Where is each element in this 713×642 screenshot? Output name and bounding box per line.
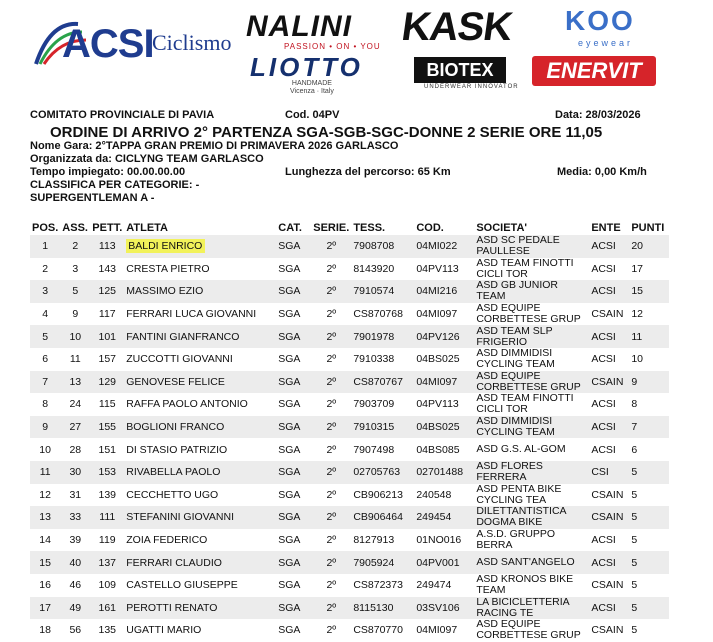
col-societa: SOCIETA' bbox=[476, 222, 528, 234]
cell-cod: 04PV113 bbox=[416, 262, 459, 275]
cell-cat: SGA bbox=[278, 308, 301, 321]
cell-serie: 2º bbox=[311, 506, 351, 529]
cell-pett: 151 bbox=[98, 443, 117, 456]
table-row bbox=[30, 348, 669, 371]
cell-pett: 153 bbox=[90, 461, 124, 484]
cell-pett: 125 bbox=[90, 280, 124, 303]
cell-tess: 8143920 bbox=[353, 262, 395, 275]
cell-serie: 2º bbox=[311, 280, 351, 303]
table-row bbox=[30, 438, 669, 461]
cell-serie: 2º bbox=[311, 371, 351, 394]
cell-punti: 8 bbox=[631, 398, 638, 411]
table-header bbox=[30, 221, 669, 235]
cell-ente: ACSI bbox=[589, 416, 629, 439]
cell-pos: 8 bbox=[42, 398, 49, 411]
cell-ente: CSAIN bbox=[589, 371, 629, 394]
cell-pos: 14 bbox=[39, 534, 51, 547]
cell-punti: 15 bbox=[629, 280, 669, 303]
cell-cod: 04PV113 bbox=[416, 398, 459, 411]
cell-pett: 101 bbox=[90, 325, 124, 348]
cell-pos: 12 bbox=[39, 488, 51, 501]
cell-pos: 11 bbox=[30, 461, 60, 484]
cell-cat: SGA bbox=[276, 235, 311, 258]
date-label: Data: 28/03/2026 bbox=[555, 109, 641, 121]
cell-serie: 2º bbox=[311, 461, 351, 484]
avg-speed-label: Media: 0,00 Km/h bbox=[557, 166, 647, 178]
cell-pos: 18 bbox=[39, 624, 51, 637]
cell-societa: ASD EQUIPE CORBETTESE GRUP bbox=[474, 371, 589, 394]
cell-tess: 7910315 bbox=[351, 416, 414, 439]
page-title: ORDINE DI ARRIVO 2° PARTENZA SGA-SGB-SGC-DONNE 2 SERIE ORE 11,05 bbox=[50, 124, 603, 141]
cell-ass: 33 bbox=[60, 506, 90, 529]
cell-cat: SGA bbox=[276, 325, 311, 348]
cell-societa: DILETTANTISTICA DOGMA BIKE bbox=[474, 506, 589, 529]
cell-ente: ACSI bbox=[589, 280, 629, 303]
cell-serie: 2º bbox=[311, 235, 351, 258]
col-atleta: ATLETA bbox=[126, 222, 168, 234]
cell-cat: SGA bbox=[276, 416, 311, 439]
col-punti: PUNTI bbox=[631, 222, 665, 234]
cell-serie: 2º bbox=[326, 488, 337, 501]
cell-ass: 40 bbox=[60, 551, 90, 574]
cell-pett: 137 bbox=[90, 551, 124, 574]
cell-atleta: PEROTTI RENATO bbox=[124, 597, 276, 620]
cell-cod: 01NO016 bbox=[416, 534, 462, 547]
cell-ente: ACSI bbox=[591, 353, 616, 366]
enervit-logo: ENERVIT bbox=[532, 56, 656, 86]
cell-atleta: DI STASIO PATRIZIO bbox=[126, 443, 228, 456]
cell-tess: 7907498 bbox=[353, 443, 395, 456]
biotex-logo: BIOTEX bbox=[414, 57, 506, 83]
cell-tess: CS870770 bbox=[353, 624, 403, 637]
cell-ass: 28 bbox=[69, 443, 82, 456]
cell-atleta: MASSIMO EZIO bbox=[124, 280, 276, 303]
cell-pett: 135 bbox=[98, 624, 117, 637]
cell-punti: 5 bbox=[631, 534, 638, 547]
cell-serie: 2º bbox=[326, 579, 337, 592]
cell-tess: 02705763 bbox=[351, 461, 414, 484]
cell-atleta: BOGLIONI FRANCO bbox=[124, 416, 276, 439]
cell-tess: 7903709 bbox=[353, 398, 395, 411]
cell-pos: 1 bbox=[30, 235, 60, 258]
cell-atleta: FERRARI LUCA GIOVANNI bbox=[126, 308, 257, 321]
cell-ente: ACSI bbox=[589, 551, 629, 574]
table-row bbox=[30, 416, 669, 439]
cell-cod: 04BS025 bbox=[416, 353, 460, 366]
cell-societa: ASD PENTA BIKE CYCLING TEA bbox=[476, 482, 562, 506]
cell-ass: 13 bbox=[60, 371, 90, 394]
cell-societa: ASD TEAM FINOTTI CICLI TOR bbox=[476, 256, 574, 280]
cell-ass: 11 bbox=[69, 353, 81, 366]
cell-atleta: FERRARI CLAUDIO bbox=[124, 551, 276, 574]
cell-pos: 3 bbox=[30, 280, 60, 303]
cell-serie: 2º bbox=[326, 443, 337, 456]
cell-societa: ASD FLORES FERRERA bbox=[474, 461, 589, 484]
cell-cat: SGA bbox=[278, 534, 301, 547]
cell-cod: 04BS085 bbox=[416, 443, 460, 456]
table-row bbox=[30, 529, 669, 552]
cell-societa: ASD TEAM FINOTTI CICLI TOR bbox=[476, 392, 574, 416]
sponsor-banner bbox=[0, 0, 713, 100]
cell-societa: ASD G.S. AL-GOM bbox=[476, 443, 566, 456]
nalini-logo: NALINI bbox=[246, 10, 352, 43]
cell-ente: CSI bbox=[589, 461, 629, 484]
code-label: Cod. 04PV bbox=[285, 109, 340, 121]
cell-ass: 5 bbox=[60, 280, 90, 303]
cell-pos: 9 bbox=[30, 416, 60, 439]
cell-pos: 2 bbox=[42, 262, 49, 275]
cell-cod: 04MI022 bbox=[414, 235, 474, 258]
cell-tess: 7910338 bbox=[353, 353, 395, 366]
cell-serie: 2º bbox=[311, 416, 351, 439]
cell-pett: 155 bbox=[90, 416, 124, 439]
cell-pett: 115 bbox=[98, 398, 116, 411]
cell-societa: ASD TEAM SLP FRIGERIO bbox=[474, 325, 589, 348]
cell-ass: 30 bbox=[60, 461, 90, 484]
cell-ass: 49 bbox=[60, 597, 90, 620]
cell-societa: ASD SANT'ANGELO bbox=[474, 551, 589, 574]
table-row bbox=[30, 484, 669, 507]
cell-pos: 17 bbox=[30, 597, 60, 620]
cell-societa: LA BICICLETTERIA RACING TE bbox=[474, 597, 589, 620]
cell-cat: SGA bbox=[278, 579, 301, 592]
cell-pos: 4 bbox=[42, 308, 49, 321]
table-row bbox=[30, 371, 669, 394]
cell-cat: SGA bbox=[278, 353, 301, 366]
cell-ente: ACSI bbox=[589, 325, 629, 348]
cell-cod: 04MI216 bbox=[414, 280, 474, 303]
cell-tess: CB906464 bbox=[351, 506, 414, 529]
cell-atleta: ZOIA FEDERICO bbox=[126, 534, 208, 547]
highlighted-athlete: BALDI ENRICO bbox=[126, 239, 205, 253]
col-cod: COD. bbox=[416, 222, 444, 234]
cell-ass: 3 bbox=[72, 262, 79, 275]
cell-punti: 5 bbox=[631, 488, 638, 501]
liotto-logo: LIOTTO bbox=[250, 52, 363, 82]
cell-punti: 5 bbox=[631, 624, 638, 637]
cell-punti: 20 bbox=[629, 235, 669, 258]
cell-cod: 240548 bbox=[416, 488, 452, 501]
cell-tess: 8127913 bbox=[353, 534, 395, 547]
col-cat: CAT. bbox=[278, 222, 302, 234]
cell-serie: 2º bbox=[311, 551, 351, 574]
cell-punti: 5 bbox=[629, 551, 669, 574]
cell-punti: 5 bbox=[629, 597, 669, 620]
cell-tess: 7901978 bbox=[351, 325, 414, 348]
col-ente: ENTE bbox=[591, 222, 621, 234]
cell-pett: 139 bbox=[98, 488, 117, 501]
cell-ente: ACSI bbox=[589, 597, 629, 620]
table-row bbox=[30, 235, 669, 258]
cell-tess: CS872373 bbox=[353, 579, 403, 592]
biotex-sub-label: UNDERWEAR INNOVATOR bbox=[424, 84, 519, 90]
liotto-sub-label: HANDMADE Vicenza · Italy bbox=[290, 80, 334, 95]
cell-pos: 16 bbox=[39, 579, 51, 592]
cell-atleta: GENOVESE FELICE bbox=[124, 371, 276, 394]
time-label: Tempo impiegato: 00.00.00.00 bbox=[30, 166, 186, 178]
col-pos: POS. bbox=[32, 222, 59, 234]
category-label: SUPERGENTLEMAN A - bbox=[30, 192, 155, 204]
cell-pett: 143 bbox=[98, 262, 117, 275]
organizer: Organizzata da: CICLYNG TEAM GARLASCO bbox=[30, 153, 264, 165]
table-row bbox=[30, 393, 669, 416]
cell-atleta: FANTINI GIANFRANCO bbox=[124, 325, 276, 348]
cell-cat: SGA bbox=[276, 371, 311, 394]
cell-cat: SGA bbox=[278, 262, 301, 275]
cell-cat: SGA bbox=[278, 398, 301, 411]
cell-cat: SGA bbox=[276, 280, 311, 303]
cell-punti: 5 bbox=[631, 579, 638, 592]
cell-punti: 6 bbox=[631, 443, 638, 456]
cell-ass: 46 bbox=[69, 579, 82, 592]
cell-societa: ASD EQUIPE CORBETTESE GRUP bbox=[476, 618, 581, 642]
cell-pos: 15 bbox=[30, 551, 60, 574]
cell-ente: CSAIN bbox=[591, 308, 624, 321]
cell-cod: 02701488 bbox=[414, 461, 474, 484]
cell-punti: 5 bbox=[629, 461, 669, 484]
cell-ass: 27 bbox=[60, 416, 90, 439]
cell-ente: CSAIN bbox=[591, 579, 624, 592]
cell-societa: A.S.D. GRUPPO BERRA bbox=[476, 528, 556, 552]
cell-pett: 157 bbox=[98, 353, 117, 366]
cell-cod: 249454 bbox=[414, 506, 474, 529]
cell-ass: 2 bbox=[60, 235, 90, 258]
cell-tess: 8115130 bbox=[351, 597, 414, 620]
cell-ass: 39 bbox=[69, 534, 82, 547]
cell-societa: ASD DIMMIDISI CYCLING TEAM bbox=[476, 347, 555, 371]
cell-cod: 04MI097 bbox=[416, 308, 458, 321]
col-pett: PETT. bbox=[92, 222, 123, 234]
koo-logo: KOO bbox=[565, 5, 635, 36]
cell-societa: ASD DIMMIDISI CYCLING TEAM bbox=[474, 416, 589, 439]
cell-ente: CSAIN bbox=[589, 506, 629, 529]
cell-atleta: RAFFA PAOLO ANTONIO bbox=[126, 398, 248, 411]
cell-cod: 04BS025 bbox=[414, 416, 474, 439]
table-row bbox=[30, 597, 669, 620]
classification-label: CLASSIFICA PER CATEGORIE: - bbox=[30, 179, 200, 191]
cell-tess: 7905924 bbox=[351, 551, 414, 574]
table-row bbox=[30, 574, 669, 597]
committee-label: COMITATO PROVINCIALE DI PAVIA bbox=[30, 109, 215, 121]
cell-pett: 113 bbox=[90, 235, 124, 258]
cell-cat: SGA bbox=[276, 551, 311, 574]
cell-societa: ASD SC PEDALE PAULLESE bbox=[474, 235, 589, 258]
cell-serie: 2º bbox=[311, 597, 351, 620]
cell-tess: 7908708 bbox=[351, 235, 414, 258]
cell-serie: 2º bbox=[326, 353, 337, 366]
cell-cat: SGA bbox=[278, 488, 301, 501]
cell-punti: 7 bbox=[629, 416, 669, 439]
cell-tess: CB906213 bbox=[353, 488, 403, 501]
cell-atleta: CASTELLO GIUSEPPE bbox=[126, 579, 238, 592]
cell-ente: ACSI bbox=[591, 443, 616, 456]
cell-ass: 56 bbox=[69, 624, 82, 637]
cell-atleta: STEFANINI GIOVANNI bbox=[124, 506, 276, 529]
cell-cat: SGA bbox=[278, 443, 301, 456]
cell-atleta: CECCHETTO UGO bbox=[126, 488, 219, 501]
acsi-wordmark: ACSI bbox=[62, 22, 154, 66]
cell-pett: 119 bbox=[98, 534, 116, 547]
cell-pett: 111 bbox=[90, 506, 124, 529]
table-row bbox=[30, 280, 669, 303]
kask-logo: KASK bbox=[398, 5, 515, 49]
cell-punti: 5 bbox=[629, 506, 669, 529]
table-row bbox=[30, 461, 669, 484]
cell-pett: 117 bbox=[98, 308, 116, 321]
cell-ente: ACSI bbox=[591, 398, 616, 411]
cell-serie: 2º bbox=[326, 534, 337, 547]
cell-serie: 2º bbox=[326, 624, 337, 637]
cell-cod: 03SV106 bbox=[414, 597, 474, 620]
table-row bbox=[30, 258, 669, 281]
cell-ass: 31 bbox=[69, 488, 82, 501]
cell-pos: 6 bbox=[42, 353, 49, 366]
cell-societa: ASD EQUIPE CORBETTESE GRUP bbox=[476, 302, 581, 326]
cell-punti: 17 bbox=[631, 262, 644, 275]
cell-tess: CS870767 bbox=[351, 371, 414, 394]
cell-pos: 13 bbox=[30, 506, 60, 529]
length-label: Lunghezza del percorso: 65 Km bbox=[285, 166, 451, 178]
cell-pett: 129 bbox=[90, 371, 124, 394]
table-row bbox=[30, 506, 669, 529]
cell-punti: 9 bbox=[629, 371, 669, 394]
cell-ente: ACSI bbox=[591, 534, 616, 547]
nalini-tagline: PASSION • ON • YOU bbox=[284, 42, 381, 51]
cell-ente: CSAIN bbox=[591, 624, 624, 637]
cell-pett: 161 bbox=[90, 597, 124, 620]
table-row bbox=[30, 619, 669, 642]
cell-ass: 24 bbox=[69, 398, 82, 411]
cell-cat: SGA bbox=[276, 506, 311, 529]
cell-cod: 249474 bbox=[416, 579, 452, 592]
cell-pett: 109 bbox=[98, 579, 117, 592]
cell-ente: ACSI bbox=[591, 262, 616, 275]
col-serie: SERIE. bbox=[313, 222, 350, 234]
col-tess: TESS. bbox=[353, 222, 386, 234]
cell-pos: 10 bbox=[39, 443, 51, 456]
cell-pos: 5 bbox=[30, 325, 60, 348]
table-row bbox=[30, 325, 669, 348]
cell-atleta bbox=[124, 235, 276, 258]
cell-ass: 10 bbox=[60, 325, 90, 348]
cell-cod: 04PV126 bbox=[414, 325, 474, 348]
cell-serie: 2º bbox=[311, 325, 351, 348]
cell-atleta: UGATTI MARIO bbox=[126, 624, 202, 637]
acsi-ciclismo-label: Ciclismo bbox=[152, 30, 232, 55]
cell-societa: ASD GB JUNIOR TEAM bbox=[474, 280, 589, 303]
cell-ente: ACSI bbox=[589, 235, 629, 258]
cell-serie: 2º bbox=[326, 262, 337, 275]
cell-cod: 04PV001 bbox=[414, 551, 474, 574]
race-name: Nome Gara: 2°TAPPA GRAN PREMIO DI PRIMAVERA 2026 GARLASCO bbox=[30, 140, 399, 152]
cell-societa: ASD KRONOS BIKE TEAM bbox=[476, 573, 574, 597]
cell-ass: 9 bbox=[72, 308, 79, 321]
cell-cat: SGA bbox=[276, 461, 311, 484]
cell-cod: 04MI097 bbox=[414, 371, 474, 394]
koo-eyewear-label: eyewear bbox=[578, 38, 634, 48]
cell-punti: 10 bbox=[631, 353, 644, 366]
cell-atleta: ZUCCOTTI GIOVANNI bbox=[126, 353, 233, 366]
cell-punti: 12 bbox=[631, 308, 644, 321]
cell-cat: SGA bbox=[278, 624, 301, 637]
results-table bbox=[30, 221, 669, 642]
cell-serie: 2º bbox=[326, 398, 337, 411]
cell-cat: SGA bbox=[276, 597, 311, 620]
cell-tess: CS870768 bbox=[353, 308, 403, 321]
cell-tess: 7910574 bbox=[351, 280, 414, 303]
cell-ente: CSAIN bbox=[591, 488, 624, 501]
cell-atleta: CRESTA PIETRO bbox=[126, 262, 210, 275]
table-row bbox=[30, 303, 669, 326]
cell-cod: 04MI097 bbox=[416, 624, 458, 637]
table-row bbox=[30, 551, 669, 574]
cell-pos: 7 bbox=[30, 371, 60, 394]
cell-punti: 11 bbox=[629, 325, 669, 348]
col-ass: ASS. bbox=[62, 222, 88, 234]
cell-serie: 2º bbox=[326, 308, 337, 321]
cell-atleta: RIVABELLA PAOLO bbox=[124, 461, 276, 484]
